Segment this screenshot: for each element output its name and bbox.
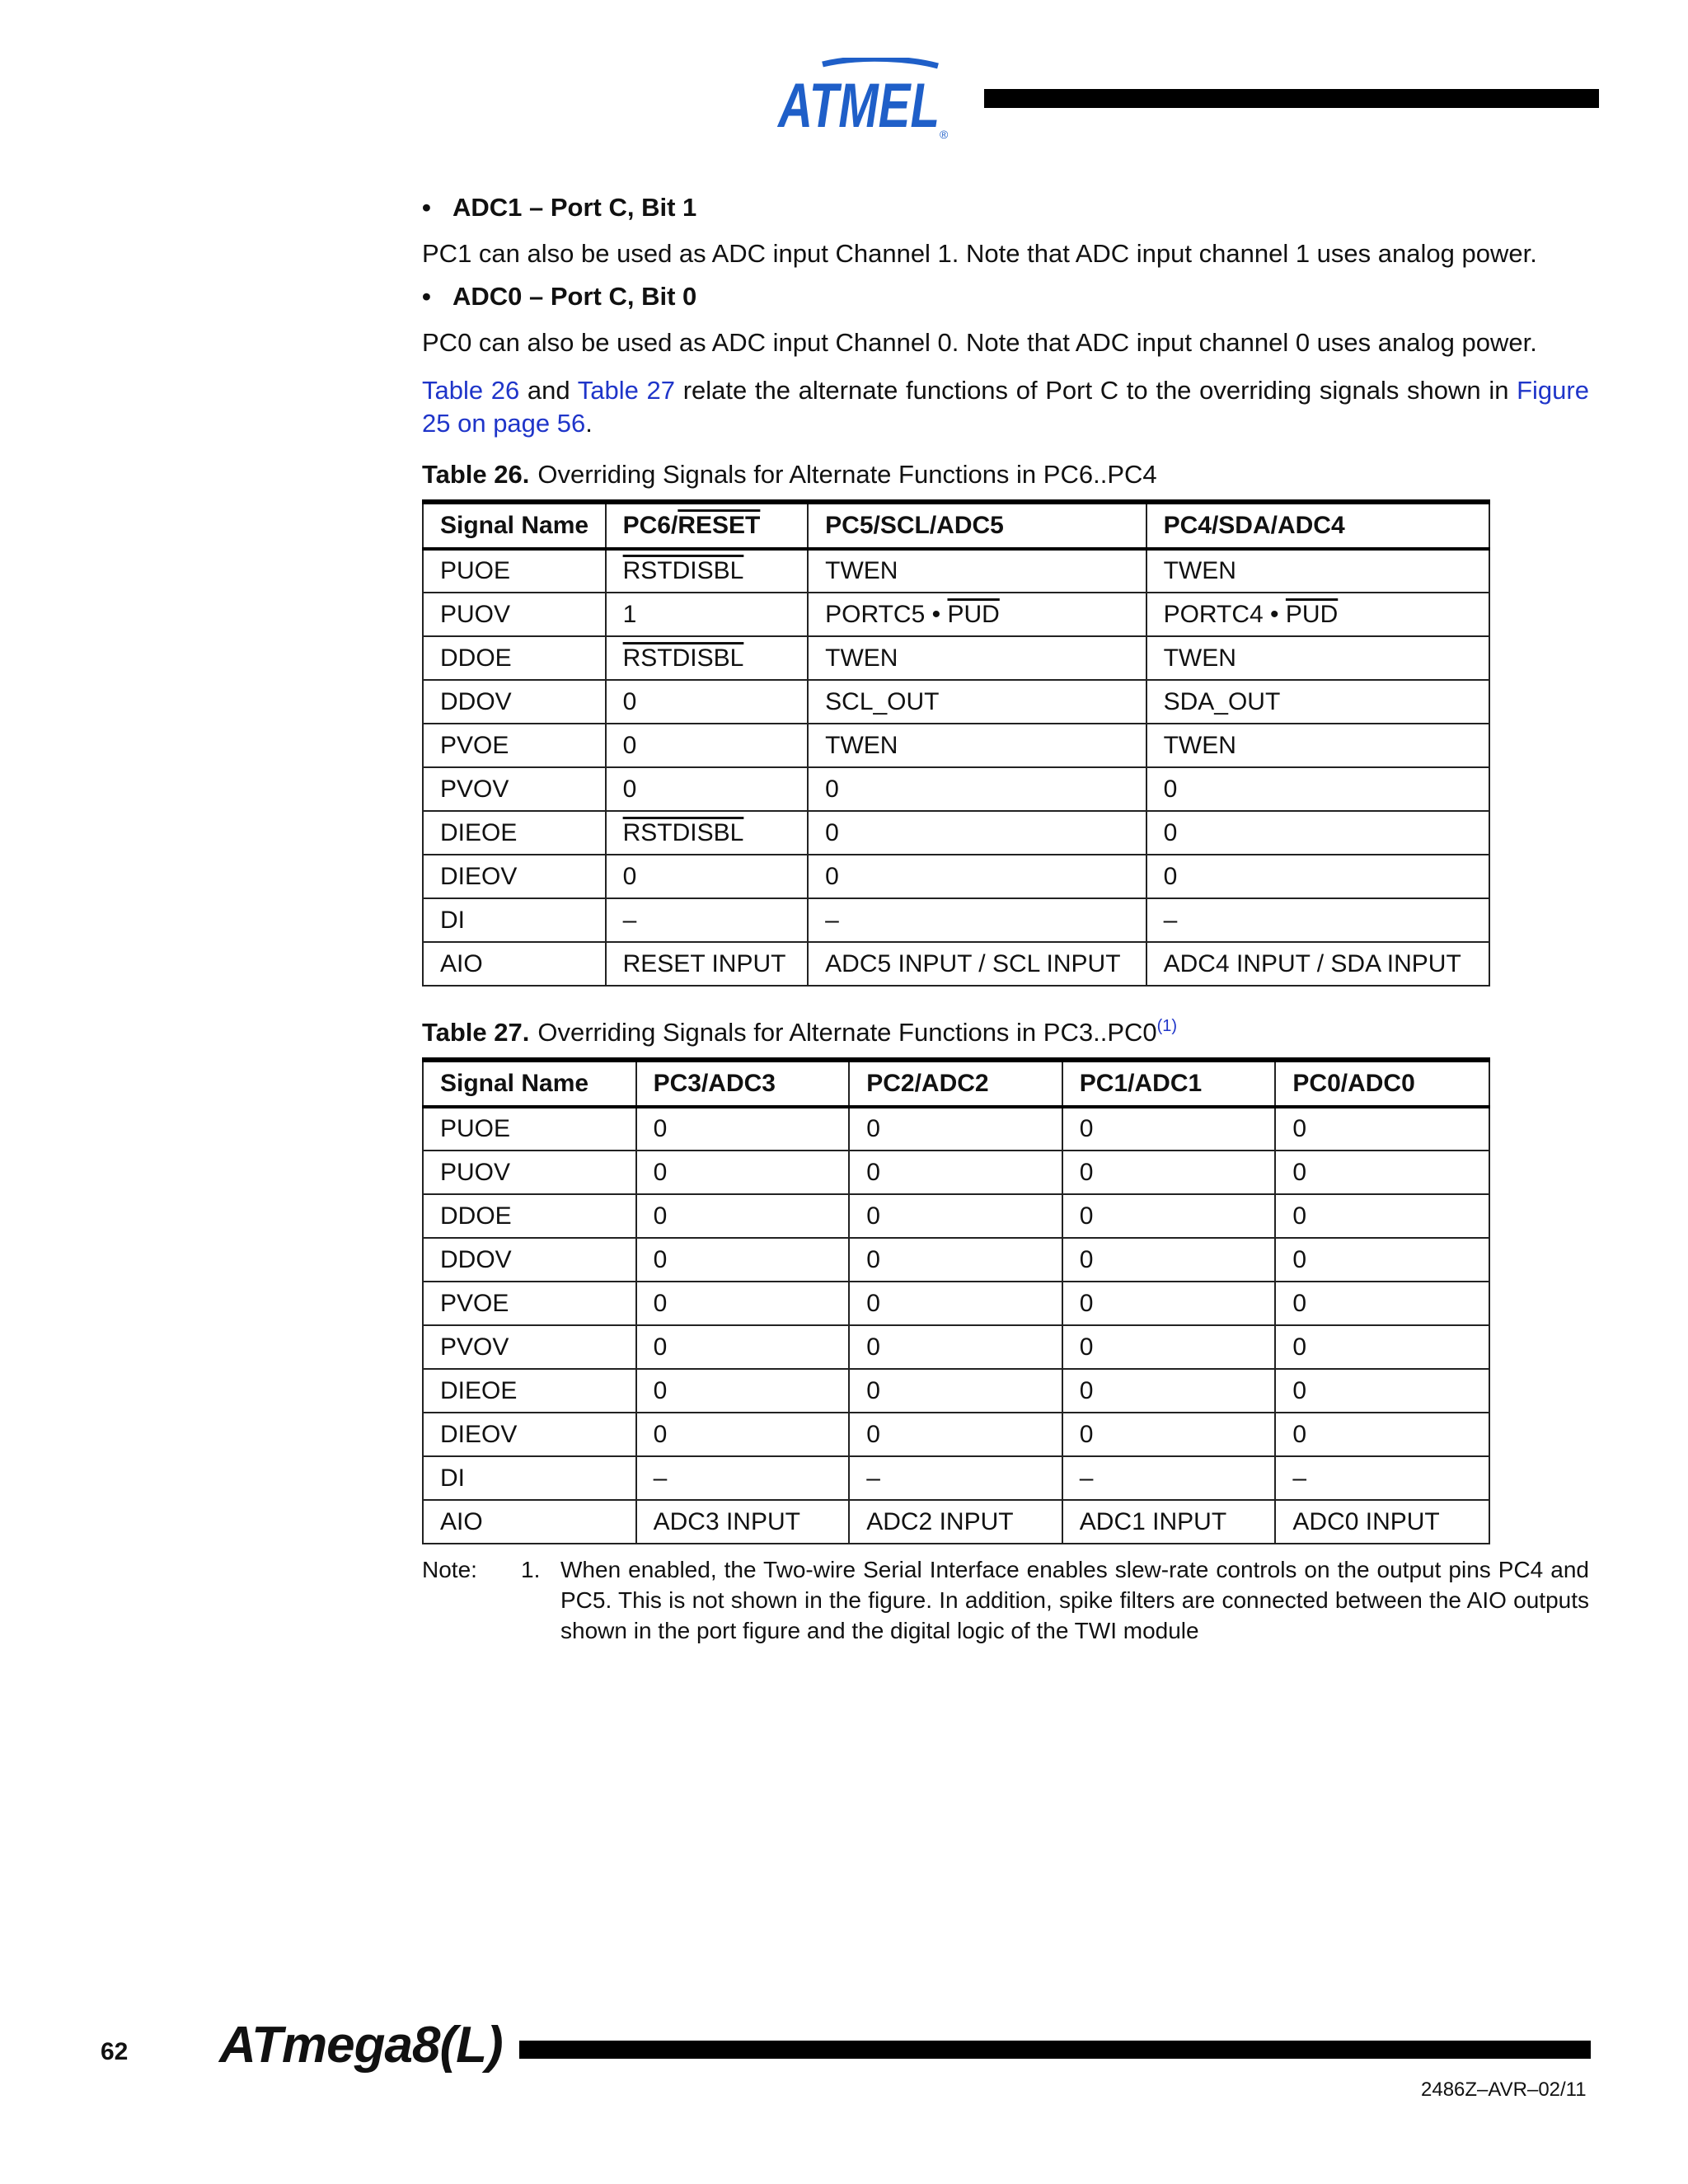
table-cell: 0 (849, 1107, 1062, 1151)
table-cell: RESET INPUT (606, 942, 809, 986)
table-row (423, 1151, 1489, 1194)
page-content (422, 191, 1589, 1646)
table-cell: 0 (849, 1369, 1062, 1413)
table-cell: 0 (636, 1325, 850, 1369)
table-cell: ADC2 INPUT (849, 1500, 1062, 1544)
table-cell: 0 (1275, 1369, 1489, 1413)
table-26 (422, 499, 1490, 987)
intro-paragraph: Table 26 and Table 27 relate the alternate functions of Port C to the overriding signals shown in Figure 25 on page 56. (422, 376, 1589, 438)
table-cell: PORTC5 • $\overline{PUD}$ (808, 593, 1146, 636)
table-cell: DI (423, 898, 606, 942)
table-cell: 0 (606, 855, 809, 898)
table-cell: PUOE (423, 549, 606, 593)
table-row (423, 1107, 1489, 1151)
table-row (423, 593, 1489, 636)
table-cell: RSTDISBL (606, 811, 809, 855)
table-cell: AIO (423, 942, 606, 986)
table-cell: ADC4 INPUT / SDA INPUT (1146, 942, 1489, 986)
table-cell: – (1062, 1456, 1276, 1500)
page-number: 62 (101, 2038, 129, 2065)
table-cell: – (1146, 898, 1489, 942)
table-cell: TWEN (808, 636, 1146, 680)
table-cell: 0 (636, 1282, 850, 1325)
svg-text:ATMEL: ATMEL (776, 71, 940, 140)
table-cell: DIEOV (423, 855, 606, 898)
table-cell: DI (423, 1456, 636, 1500)
column-header: PC1/ADC1 (1062, 1060, 1276, 1107)
table-26-link[interactable]: Table 26 (422, 376, 520, 405)
table-cell: 0 (606, 724, 809, 767)
table-cell: DIEOE (423, 1369, 636, 1413)
note-text: When enabled, the Two-wire Serial Interface enables slew-rate controls on the output pins PC4 and PC5. This is not shown in the figure. In addition, spike filters are connected between the AIO outputs shown in the port figure and the digital logic of the TWI module (560, 1557, 1589, 1643)
table-row (423, 1500, 1489, 1544)
table-cell: 0 (1062, 1282, 1276, 1325)
table-cell: AIO (423, 1500, 636, 1544)
table-cell: 0 (1146, 767, 1489, 811)
table-cell: 0 (849, 1151, 1062, 1194)
table-cell: 0 (1062, 1369, 1276, 1413)
table-cell: PVOE (423, 724, 606, 767)
table-row (423, 942, 1489, 986)
table-27-caption: Table 27. Overriding Signals for Alternate Functions in PC3..PC0$^{(1)}$ (422, 1017, 1178, 1047)
table-cell: 0 (636, 1238, 850, 1282)
table-cell: TWEN (1146, 636, 1489, 680)
document-title: ATmega8(L) (219, 2017, 503, 2074)
section-text-adc1: PC1 can also be used as ADC input Channel 1. Note that ADC input channel 1 uses analog power. (422, 239, 1537, 268)
table-row (423, 1238, 1489, 1282)
table-cell: 0 (849, 1325, 1062, 1369)
table-row (423, 1456, 1489, 1500)
table-cell: TWEN (808, 549, 1146, 593)
table-cell: – (1275, 1456, 1489, 1500)
table-cell: 0 (808, 811, 1146, 855)
table-cell: DDOE (423, 636, 606, 680)
section-heading-adc0: • ADC0 – Port C, Bit 0 (422, 282, 697, 311)
table-cell: DIEOE (423, 811, 606, 855)
table-cell: 0 (849, 1194, 1062, 1238)
table-row (423, 898, 1489, 942)
table-cell: 0 (1275, 1413, 1489, 1456)
table-cell: – (606, 898, 809, 942)
table-cell: TWEN (1146, 724, 1489, 767)
table-cell: RSTDISBL (606, 636, 809, 680)
table-cell: ADC3 INPUT (636, 1500, 850, 1544)
table-cell: DDOE (423, 1194, 636, 1238)
table-cell: 0 (1275, 1325, 1489, 1369)
table-cell: SCL_OUT (808, 680, 1146, 724)
table-cell: 0 (606, 767, 809, 811)
table-cell: 1 (606, 593, 809, 636)
column-header: PC0/ADC0 (1275, 1060, 1489, 1107)
table-cell: – (808, 898, 1146, 942)
table-cell: 0 (1146, 855, 1489, 898)
table-note (422, 1554, 1589, 1646)
table-header-row (423, 502, 1489, 549)
table-27 (422, 1057, 1490, 1544)
table-cell: 0 (1275, 1238, 1489, 1282)
table-row (423, 636, 1489, 680)
table-cell: ADC5 INPUT / SCL INPUT (808, 942, 1146, 986)
table-cell: PVOV (423, 767, 606, 811)
table-row (423, 549, 1489, 593)
table-cell: ADC0 INPUT (1275, 1500, 1489, 1544)
section-text-adc0: PC0 can also be used as ADC input Channel 0. Note that ADC input channel 0 uses analog power. (422, 328, 1537, 357)
table-cell: 0 (849, 1238, 1062, 1282)
table-row (423, 724, 1489, 767)
table-row (423, 855, 1489, 898)
column-header: PC3/ADC3 (636, 1060, 850, 1107)
table-cell: 0 (1062, 1325, 1276, 1369)
table-cell: 0 (636, 1107, 850, 1151)
table-cell: 0 (1062, 1194, 1276, 1238)
table-cell: PVOV (423, 1325, 636, 1369)
table-cell: – (849, 1456, 1062, 1500)
table-header-row (423, 1060, 1489, 1107)
table-cell: 0 (636, 1151, 850, 1194)
column-header: PC4/SDA/ADC4 (1146, 502, 1489, 549)
table-cell: 0 (808, 767, 1146, 811)
table-cell: 0 (1275, 1151, 1489, 1194)
table-row (423, 1413, 1489, 1456)
table-cell: DDOV (423, 1238, 636, 1282)
table-cell: 0 (1062, 1238, 1276, 1282)
table-cell: 0 (636, 1194, 850, 1238)
column-header: PC6/RESET (606, 502, 809, 549)
document-code: 2486Z–AVR–02/11 (1421, 2079, 1587, 2101)
table-cell: DDOV (423, 680, 606, 724)
section-heading-adc1: • ADC1 – Port C, Bit 1 (422, 193, 697, 222)
table-cell: 0 (1062, 1151, 1276, 1194)
table-cell: 0 (808, 855, 1146, 898)
column-header: PC5/SCL/ADC5 (808, 502, 1146, 549)
note-number: 1. (521, 1557, 541, 1582)
table-cell: 0 (606, 680, 809, 724)
table-row (423, 1282, 1489, 1325)
table-cell: 0 (1275, 1282, 1489, 1325)
table-cell: 0 (1062, 1413, 1276, 1456)
note-label: Note: (422, 1557, 477, 1582)
table-cell: SDA_OUT (1146, 680, 1489, 724)
table-row (423, 811, 1489, 855)
table-row (423, 1369, 1489, 1413)
table-cell: PUOV (423, 593, 606, 636)
table-26-caption: Table 26. Overriding Signals for Alternate Functions in PC6..PC4 (422, 460, 1157, 489)
table-cell: PUOV (423, 1151, 636, 1194)
table-cell: 0 (1146, 811, 1489, 855)
table-cell: PVOE (423, 1282, 636, 1325)
table-cell: PUOE (423, 1107, 636, 1151)
table-27-link[interactable]: Table 27 (577, 376, 676, 405)
table-cell: 0 (849, 1413, 1062, 1456)
atmel-logo (773, 58, 956, 140)
table-cell: 0 (1275, 1107, 1489, 1151)
table-cell: TWEN (808, 724, 1146, 767)
table-row (423, 767, 1489, 811)
table-cell: 0 (636, 1413, 850, 1456)
footer-rule (519, 2041, 1591, 2059)
table-cell: RSTDISBL (606, 549, 809, 593)
footnote-ref[interactable]: (1) (1156, 1017, 1178, 1035)
svg-text:®: ® (940, 128, 949, 140)
table-row (423, 1325, 1489, 1369)
column-header: Signal Name (423, 1060, 636, 1107)
table-cell: – (636, 1456, 850, 1500)
column-header: Signal Name (423, 502, 606, 549)
table-cell: DIEOV (423, 1413, 636, 1456)
table-cell: 0 (1062, 1107, 1276, 1151)
table-row (423, 680, 1489, 724)
table-cell: 0 (849, 1282, 1062, 1325)
figure-25-link[interactable]: Figure 25 on page 56 (422, 376, 1589, 438)
column-header: PC2/ADC2 (849, 1060, 1062, 1107)
table-cell: 0 (1275, 1194, 1489, 1238)
table-cell: ADC1 INPUT (1062, 1500, 1276, 1544)
table-cell: PORTC4 • $\overline{PUD}$ (1146, 593, 1489, 636)
table-row (423, 1194, 1489, 1238)
header-rule (984, 89, 1599, 108)
table-cell: 0 (636, 1369, 850, 1413)
table-cell: TWEN (1146, 549, 1489, 593)
